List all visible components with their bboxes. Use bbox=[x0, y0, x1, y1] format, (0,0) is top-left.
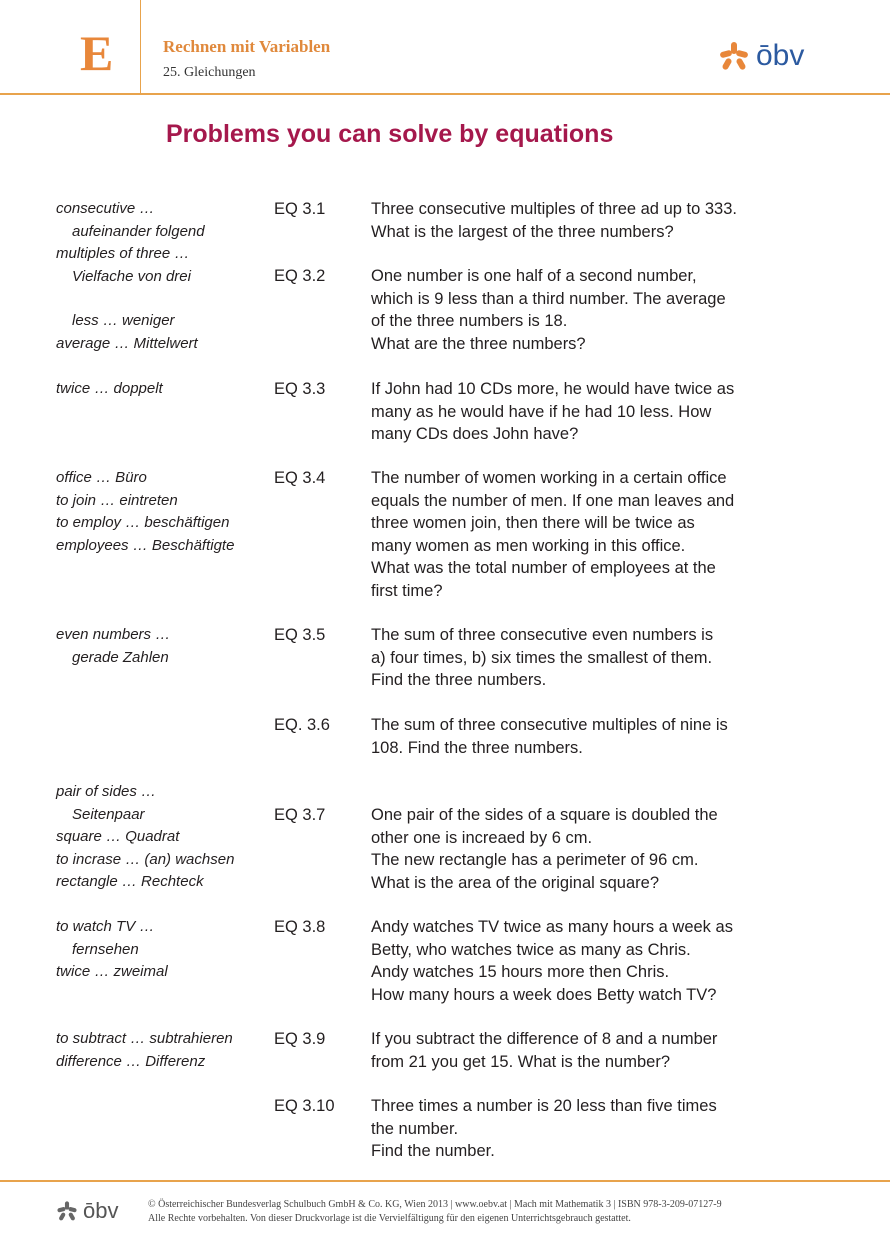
problem-line: One pair of the sides of a square is doubled the bbox=[371, 806, 718, 824]
problem-line: many as he would have if he had 10 less. How bbox=[371, 402, 712, 421]
problem-line: What is the area of the original square? bbox=[371, 873, 660, 892]
problem-number: EQ 3.4 bbox=[274, 469, 326, 487]
vocab-line: Vielfache von drei bbox=[72, 267, 191, 285]
problem-line: What was the total number of employees at the bbox=[371, 559, 716, 577]
vocab-group bbox=[56, 916, 168, 984]
problem-line: What is the largest of the three numbers? bbox=[371, 222, 674, 241]
copyright-line: © Österreichischer Bundesverlag Schulbuch GmbH & Co. KG, Wien 2013 | www.oebv.at | Mach mit Mathematik 3 | ISBN 978-3-209-07127-9 bbox=[148, 1199, 722, 1210]
problem-line: Find the number. bbox=[371, 1142, 495, 1160]
vocab-line: aufeinander folgend bbox=[72, 222, 205, 240]
vocab-line: difference … Differenz bbox=[56, 1052, 206, 1070]
vocab-line: to join … eintreten bbox=[56, 491, 178, 509]
problem-line: first time? bbox=[371, 581, 443, 600]
vocab-line: even numbers … bbox=[56, 626, 171, 643]
vocab-group bbox=[56, 198, 205, 288]
chapter-letter: E bbox=[80, 25, 114, 81]
asterisk-logo-icon bbox=[718, 40, 750, 72]
problem-line: Andy watches TV twice as many hours a week as bbox=[371, 918, 733, 936]
problem-text bbox=[371, 265, 771, 355]
vocab-line: consecutive … bbox=[56, 200, 155, 217]
problem-number: EQ 3.2 bbox=[274, 267, 326, 285]
problem-line: which is 9 less than a third number. The average bbox=[371, 289, 726, 308]
problem-line: of the three numbers is 18. bbox=[371, 312, 568, 330]
problem-number: EQ 3.3 bbox=[274, 380, 326, 398]
problem-text bbox=[371, 1028, 771, 1073]
vocab-line: twice … zweimal bbox=[56, 963, 168, 980]
problem-line: If John had 10 CDs more, he would have twice as bbox=[371, 380, 735, 398]
problem-number: EQ 3.1 bbox=[274, 200, 326, 218]
header-rule bbox=[0, 93, 890, 95]
problem-line: three women join, then there will be twice as bbox=[371, 514, 695, 532]
problem-line: If you subtract the difference of 8 and a number bbox=[371, 1030, 718, 1048]
page-title: Problems you can solve by equations bbox=[166, 120, 614, 148]
vocab-line: rectangle … Rechteck bbox=[56, 873, 204, 890]
problem-line: 108. Find the three numbers. bbox=[371, 738, 583, 757]
problem-line: the number. bbox=[371, 1119, 459, 1138]
vocab-line: Seitenpaar bbox=[72, 805, 145, 823]
problem-line: equals the number of men. If one man leaves and bbox=[371, 491, 735, 510]
problem-line: How many hours a week does Betty watch TV? bbox=[371, 985, 717, 1004]
vocab-line: fernsehen bbox=[72, 940, 139, 958]
vocab-line: square … Quadrat bbox=[56, 828, 180, 845]
problem-text bbox=[371, 198, 771, 243]
section-title: 25. Gleichungen bbox=[163, 65, 256, 80]
vocab-line: gerade Zahlen bbox=[72, 648, 169, 666]
vocab-group bbox=[56, 310, 198, 355]
problem-text bbox=[371, 1095, 771, 1163]
problem-number: EQ 3.9 bbox=[274, 1030, 326, 1048]
problem-line: a) four times, b) six times the smallest of them. bbox=[371, 648, 713, 667]
vocab-line: multiples of three … bbox=[56, 245, 190, 262]
vocab-line: to watch TV … bbox=[56, 918, 155, 935]
vocab-line: twice … doppelt bbox=[56, 380, 163, 397]
vocab-line: to subtract … subtrahieren bbox=[56, 1030, 233, 1047]
vocab-group bbox=[56, 781, 234, 894]
problem-text bbox=[371, 467, 771, 602]
footer-rule bbox=[0, 1180, 890, 1182]
problem-line: What are the three numbers? bbox=[371, 334, 586, 353]
problem-line: other one is increaed by 6 cm. bbox=[371, 828, 593, 847]
problem-text bbox=[371, 378, 771, 446]
vocab-line: average … Mittelwert bbox=[56, 334, 198, 352]
problem-text bbox=[371, 916, 771, 1006]
problem-number: EQ. 3.6 bbox=[274, 716, 330, 734]
copyright-notice bbox=[148, 1198, 722, 1226]
problem-number: EQ 3.10 bbox=[274, 1097, 335, 1115]
problem-line: Betty, who watches twice as many as Chris. bbox=[371, 940, 691, 959]
problem-text bbox=[371, 624, 771, 692]
problem-number: EQ 3.5 bbox=[274, 626, 326, 644]
problem-line: Three times a number is 20 less than five times bbox=[371, 1097, 717, 1115]
problem-line: Andy watches 15 hours more then Chris. bbox=[371, 963, 670, 981]
vocab-line: less … weniger bbox=[72, 312, 175, 329]
footer-wordmark: ōbv bbox=[83, 1198, 119, 1223]
problem-line: from 21 you get 15. What is the number? bbox=[371, 1052, 670, 1071]
problem-line: The new rectangle has a perimeter of 96 cm. bbox=[371, 851, 699, 869]
vocab-group bbox=[56, 378, 163, 401]
footer-logo bbox=[56, 1200, 118, 1222]
problem-line: Three consecutive multiples of three ad up to 333. bbox=[371, 200, 737, 218]
rights-line: Alle Rechte vorbehalten. Von dieser Druckvorlage ist die Vervielfältigung für den eigenen Unterrichtsgebrauch gestattet. bbox=[148, 1213, 631, 1224]
vocab-line: to incrase … (an) wachsen bbox=[56, 850, 235, 868]
logo-wordmark: ōbv bbox=[756, 39, 805, 72]
vocab-line: to employ … beschäftigen bbox=[56, 514, 230, 531]
problem-number: EQ 3.8 bbox=[274, 918, 326, 936]
problem-line: The sum of three consecutive even numbers is bbox=[371, 626, 714, 644]
asterisk-logo-icon bbox=[56, 1200, 78, 1222]
problem-line: many CDs does John have? bbox=[371, 425, 579, 443]
problem-line: One number is one half of a second number, bbox=[371, 267, 697, 285]
vocab-group bbox=[56, 1028, 233, 1073]
problem-line: Find the three numbers. bbox=[371, 671, 547, 689]
vocab-line: office … Büro bbox=[56, 469, 147, 486]
problem-text bbox=[371, 804, 771, 894]
vocab-group bbox=[56, 624, 170, 669]
problem-line: many women as men working in this office. bbox=[371, 536, 686, 555]
problem-text bbox=[371, 714, 771, 759]
header-divider bbox=[140, 0, 141, 94]
page-header bbox=[0, 0, 890, 95]
problem-number: EQ 3.7 bbox=[274, 806, 326, 824]
chapter-title: Rechnen mit Variablen bbox=[163, 37, 331, 56]
problem-line: The sum of three consecutive multiples of nine is bbox=[371, 716, 728, 734]
publisher-logo bbox=[718, 40, 804, 72]
vocab-group bbox=[56, 467, 234, 557]
problem-line: The number of women working in a certain office bbox=[371, 469, 727, 487]
vocab-line: employees … Beschäftigte bbox=[56, 536, 235, 554]
vocab-line: pair of sides … bbox=[56, 783, 157, 800]
